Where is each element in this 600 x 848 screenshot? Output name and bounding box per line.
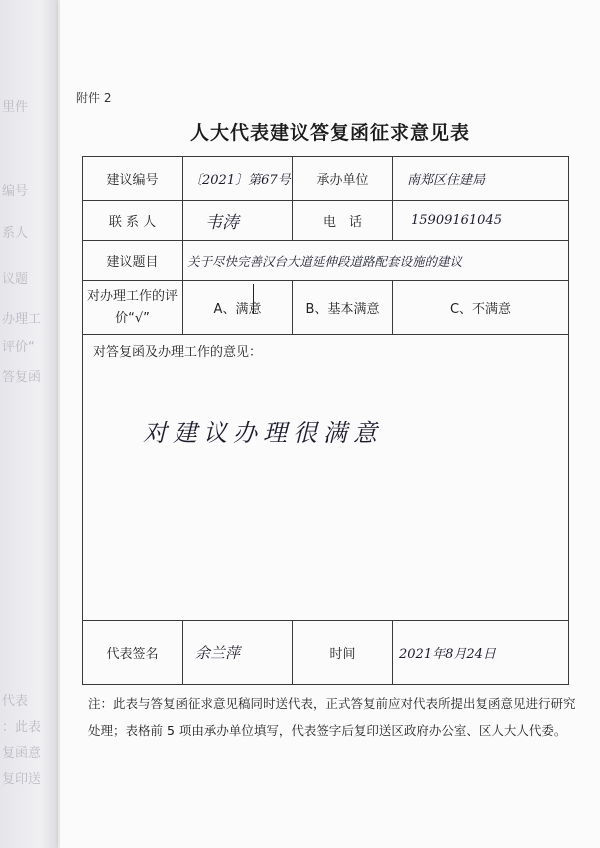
- opinion-label: 对答复函及办理工作的意见：: [93, 345, 263, 360]
- handling-unit-label: 承办单位: [293, 157, 393, 201]
- signature-label: 代表签名: [83, 621, 183, 685]
- attachment-label: 附件 2: [76, 91, 112, 105]
- phone-label: 电 话: [293, 201, 393, 241]
- topic-value: 关于尽快完善汉台大道延伸段道路配套设施的建议: [183, 241, 569, 281]
- binding-margin: 里件 编号 系人 议题 办理工 评价“ 答复函 代表 ：此表 复函意 复印送: [0, 0, 58, 848]
- form-page: [60, 0, 600, 848]
- option-satisfied[interactable]: A、满意: [183, 281, 293, 335]
- time-label: 时间: [293, 621, 393, 685]
- contact-label: 联 系 人: [83, 201, 183, 241]
- phone-value: 15909161045: [393, 201, 569, 241]
- proposal-number-value: 〔2021〕第67号: [183, 157, 293, 201]
- option-basically-satisfied[interactable]: B、基本满意: [293, 281, 393, 335]
- handling-unit-value: 南郑区住建局: [393, 157, 569, 201]
- opinion-value: 对建议办理很满意: [143, 419, 383, 447]
- opinion-cell: [83, 335, 569, 621]
- time-value: 2021年8月24日: [393, 621, 569, 685]
- form-title: 人大代表建议答复函征求意见表: [189, 122, 470, 144]
- signature-value: 余兰萍: [183, 621, 293, 685]
- feedback-form-table: [82, 156, 569, 685]
- check-mark: [253, 284, 274, 314]
- proposal-number-label: 建议编号: [83, 157, 183, 201]
- contact-value: 韦涛: [183, 201, 293, 241]
- option-unsatisfied[interactable]: C、不满意: [393, 281, 569, 335]
- topic-label: 建议题目: [83, 241, 183, 281]
- evaluation-label: 对办理工作的评价“√”: [83, 281, 183, 335]
- footnote: 注：此表与答复函征求意见稿同时送代表，正式答复前应对代表所提出复函意见进行研究处理；表格前 5 项由承办单位填写，代表签字后复印送区政府办公室、区人大人代委。: [88, 696, 576, 738]
